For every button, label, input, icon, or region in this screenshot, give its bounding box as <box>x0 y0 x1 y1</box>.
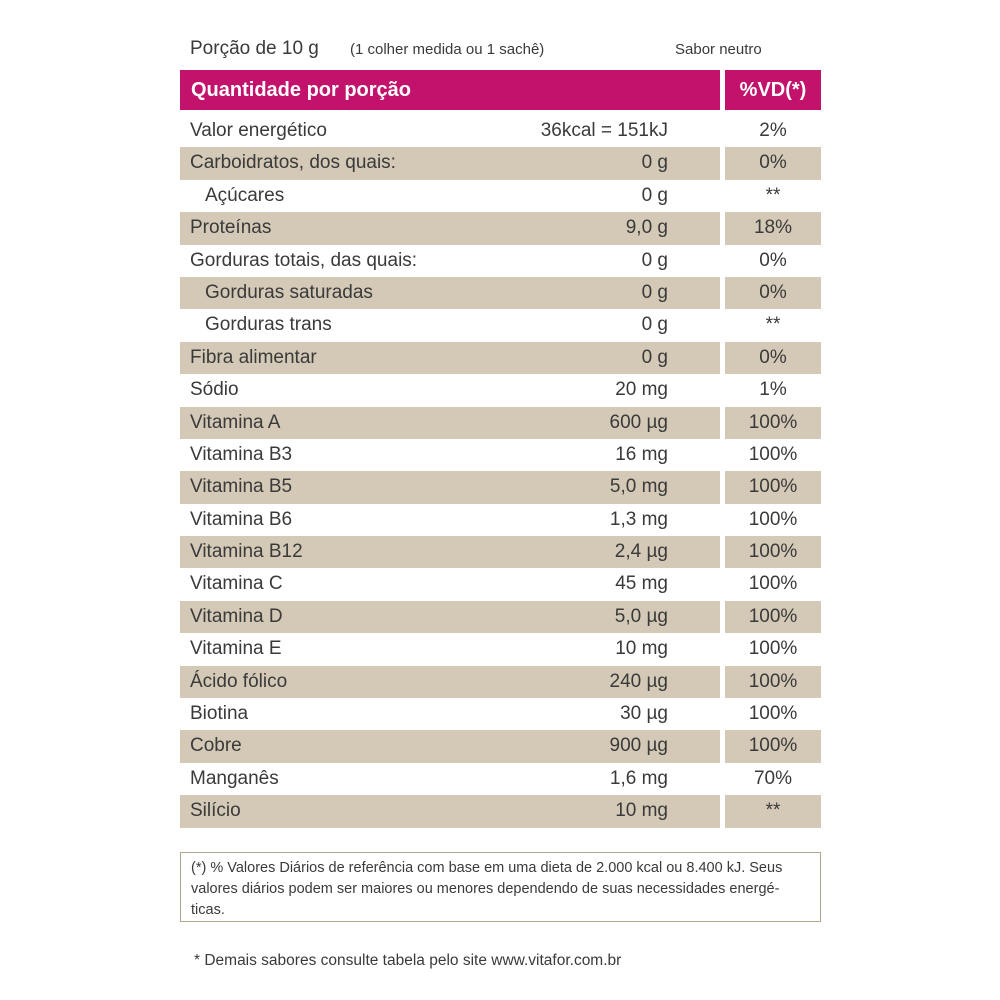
nutrient-amount: 5,0 mg <box>609 476 668 498</box>
nutrient-amount: 10 mg <box>615 800 668 822</box>
nutrient-name: Vitamina D <box>190 605 283 627</box>
nutrient-name: Biotina <box>190 703 249 725</box>
nutrient-daily-value: 100% <box>748 605 798 627</box>
quantity-header: Quantidade por porção <box>180 70 720 110</box>
nutrient-name: Vitamina A <box>190 411 281 433</box>
table-row <box>180 698 821 730</box>
table-row <box>180 439 821 471</box>
nutrient-amount: 16 mg <box>615 443 668 465</box>
nutrient-daily-value: 18% <box>753 217 793 239</box>
table-row <box>180 666 821 698</box>
nutrient-daily-value: 70% <box>753 767 793 789</box>
table-row <box>180 568 821 600</box>
table-row <box>180 277 821 309</box>
nutrient-daily-value: ** <box>765 314 781 336</box>
table-row <box>180 180 821 212</box>
other-flavors-note: * Demais sabores consulte tabela pelo site www.vitafor.com.br <box>194 952 622 969</box>
nutrient-name: Sódio <box>190 379 239 401</box>
nutrient-name: Cobre <box>190 735 242 757</box>
nutrient-name: Ácido fólico <box>190 670 288 692</box>
nutrient-name: Vitamina B3 <box>190 443 293 465</box>
table-row <box>180 374 821 406</box>
nutrient-amount: 0 g <box>641 314 668 336</box>
nutrient-daily-value: 0% <box>759 346 787 368</box>
nutrient-amount: 0 g <box>641 184 668 206</box>
nutrient-daily-value: 100% <box>748 638 798 660</box>
nutrient-name: Carboidratos, dos quais: <box>190 152 396 174</box>
table-row <box>180 212 821 244</box>
nutrient-name: Proteínas <box>190 217 272 239</box>
table-row <box>180 601 821 633</box>
nutrient-amount: 20 mg <box>615 379 668 401</box>
nutrient-daily-value: ** <box>765 800 781 822</box>
table-row <box>180 342 821 374</box>
nutrient-amount: 9,0 g <box>625 217 668 239</box>
nutrient-name: Gorduras totais, das quais: <box>190 249 418 271</box>
table-row <box>180 407 821 439</box>
nutrient-name: Silício <box>190 800 241 822</box>
table-row <box>180 245 821 277</box>
table-row <box>180 147 821 179</box>
nutrition-table-header <box>180 70 821 110</box>
nutrient-amount: 36kcal = 151kJ <box>540 120 668 141</box>
nutrient-name: Fibra alimentar <box>190 346 317 368</box>
serving-size: Porção de 10 g <box>190 38 319 59</box>
nutrient-daily-value: 100% <box>748 670 798 692</box>
table-row <box>180 471 821 503</box>
table-row <box>180 309 821 341</box>
nutrient-amount: 600 µg <box>609 411 668 433</box>
nutrient-name: Gorduras saturadas <box>205 281 373 303</box>
nutrient-name: Açúcares <box>205 184 285 206</box>
nutrient-amount: 10 mg <box>615 638 668 660</box>
nutrient-name: Vitamina E <box>190 638 282 660</box>
nutrient-daily-value: 0% <box>759 281 787 303</box>
table-row <box>180 633 821 665</box>
nutrient-amount: 5,0 µg <box>614 605 668 627</box>
nutrient-name: Manganês <box>190 767 279 789</box>
daily-value-header: %VD(*) <box>725 70 821 110</box>
nutrient-daily-value: 100% <box>748 411 798 433</box>
nutrient-amount: 45 mg <box>615 573 668 595</box>
table-row <box>180 763 821 795</box>
nutrient-amount: 0 g <box>641 281 668 303</box>
nutrient-name: Valor energético <box>190 120 327 141</box>
nutrient-amount: 1,3 mg <box>609 508 668 530</box>
flavor-label: Sabor neutro <box>675 41 762 58</box>
serving-measure: (1 colher medida ou 1 sachê) <box>350 41 545 58</box>
nutrient-daily-value: 100% <box>748 476 798 498</box>
nutrient-amount: 30 µg <box>620 703 668 725</box>
nutrient-daily-value: 0% <box>759 152 787 174</box>
nutrient-daily-value: ** <box>765 184 781 206</box>
nutrient-amount: 900 µg <box>609 735 668 757</box>
nutrient-daily-value: 0% <box>759 249 787 271</box>
nutrient-amount: 2,4 µg <box>614 541 668 563</box>
nutrient-daily-value: 2% <box>759 120 787 141</box>
nutrient-daily-value: 100% <box>748 443 798 465</box>
nutrient-daily-value: 100% <box>748 573 798 595</box>
nutrition-table <box>180 115 821 828</box>
nutrient-name: Gorduras trans <box>205 314 332 336</box>
table-row <box>180 115 821 147</box>
nutrient-name: Vitamina B12 <box>190 541 303 563</box>
nutrient-daily-value: 100% <box>748 541 798 563</box>
daily-values-footnote: (*) % Valores Diários de referência com base em uma dieta de 2.000 kcal ou 8.400 kJ. Seus valores diários podem ser maiores ou menores dependendo de suas necessidades energé-ticas. <box>180 852 821 922</box>
nutrient-amount: 0 g <box>641 346 668 368</box>
nutrient-amount: 0 g <box>641 249 668 271</box>
nutrient-daily-value: 100% <box>748 508 798 530</box>
nutrient-daily-value: 1% <box>759 379 787 401</box>
nutrient-daily-value: 100% <box>748 703 798 725</box>
nutrient-amount: 240 µg <box>609 670 668 692</box>
nutrient-amount: 1,6 mg <box>609 767 668 789</box>
nutrient-amount: 0 g <box>641 152 668 174</box>
nutrient-name: Vitamina B6 <box>190 508 293 530</box>
nutrient-name: Vitamina C <box>190 573 283 595</box>
table-row <box>180 536 821 568</box>
table-row <box>180 795 821 827</box>
nutrient-name: Vitamina B5 <box>190 476 293 498</box>
table-row <box>180 504 821 536</box>
nutrient-daily-value: 100% <box>748 735 798 757</box>
table-row <box>180 730 821 762</box>
serving-info <box>190 34 820 64</box>
